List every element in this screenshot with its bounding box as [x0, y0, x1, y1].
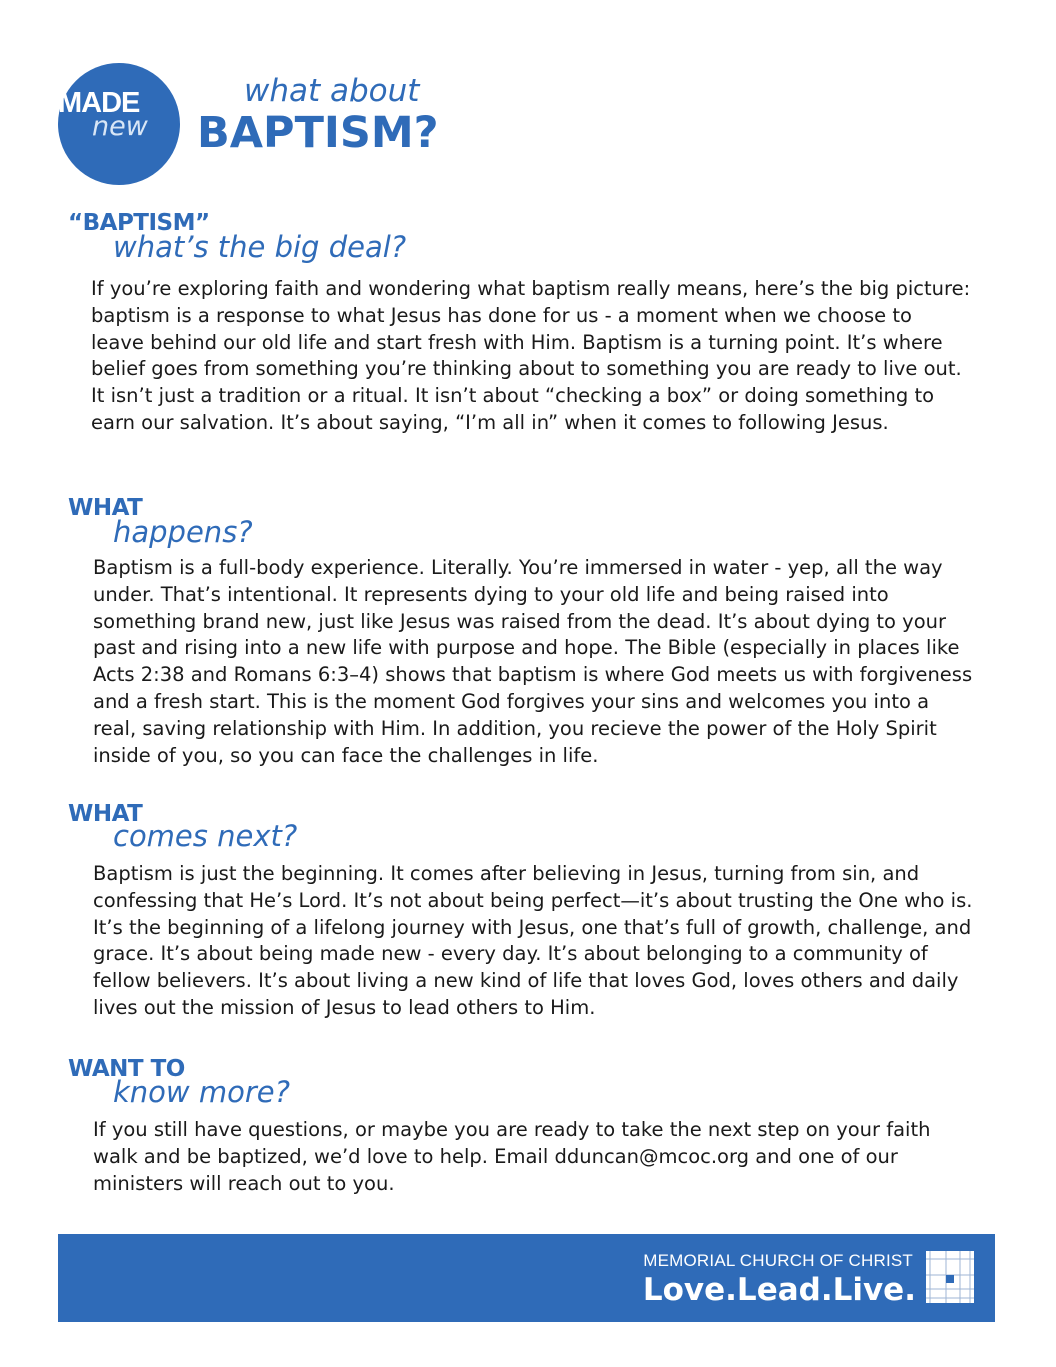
section-1-subtitle: what’s the big deal?: [113, 230, 407, 264]
section-4-subtitle: know more?: [113, 1075, 291, 1109]
logo-new-text: new: [92, 111, 148, 142]
section-1-body: If you’re exploring faith and wondering what baptism really means, here’s the big picture: baptism is a response to what Jesus has done for us - a moment when we choose to leave behind our old life and start fresh with Him. Baptism is a turning point. It’s where belief goes from something you’re thinking about to something you are ready to live out. It isn’t just a tradition or a ritual. It isn’t about “checking a box” or doing something to earn our salvation. It’s about saying, “I’m all in” when it comes to following Jesus.: [91, 277, 971, 434]
section-2-title: WHAT: [68, 495, 143, 521]
section-4-title: WANT TO: [68, 1056, 185, 1082]
footer-banner: [58, 1234, 995, 1322]
church-tagline: Love.Lead.Live.: [642, 1272, 916, 1308]
section-3-body: Baptism is just the beginning. It comes after believing in Jesus, turning from sin, and confessing that He’s Lord. It’s not about being perfect—it’s about trusting the One who is. It’s the beginning of a lifelong journey with Jesus, one that’s full of growth, challenge, and grace. It’s about being made new - every day. It’s about belonging to a community of fellow believers. It’s about living a new kind of life that loves God, loves others and daily lives out the mission of Jesus to lead others to Him.: [93, 862, 973, 1019]
logo-made-text: MADE: [58, 87, 140, 119]
header-subtitle: what about: [244, 73, 420, 109]
window-grid-logo-icon: [926, 1251, 974, 1303]
section-2-subtitle: happens?: [113, 515, 253, 549]
section-3-title: WHAT: [68, 801, 143, 827]
church-name: MEMORIAL CHURCH OF CHRIST: [643, 1251, 913, 1270]
section-2-body: Baptism is a full-body experience. Literally. You’re immersed in water - yep, all the way under. That’s intentional. It represents dying to your old life and being raised into something brand new, just like Jesus was raised from the dead. It’s about dying to your past and rising into a new life with purpose and hope. The Bible (especially in places like Acts 2:38 and Romans 6:3–4) shows that baptism is where God meets us with forgiveness and a fresh start. This is the moment God forgives your sins and welcomes you into a real, saving relationship with Him. In addition, you recieve the power of the Holy Spirit inside of you, so you can face the challenges in life.: [93, 556, 973, 767]
section-3-subtitle: comes next?: [113, 819, 298, 853]
page-title: BAPTISM?: [197, 108, 439, 158]
section-1-title: “BAPTISM”: [68, 210, 210, 236]
section-4-body: If you still have questions, or maybe you are ready to take the next step on your faith walk and be baptized, we’d love to help. Email dduncan@mcoc.org and one of our ministers will reach out to you.: [93, 1118, 931, 1195]
